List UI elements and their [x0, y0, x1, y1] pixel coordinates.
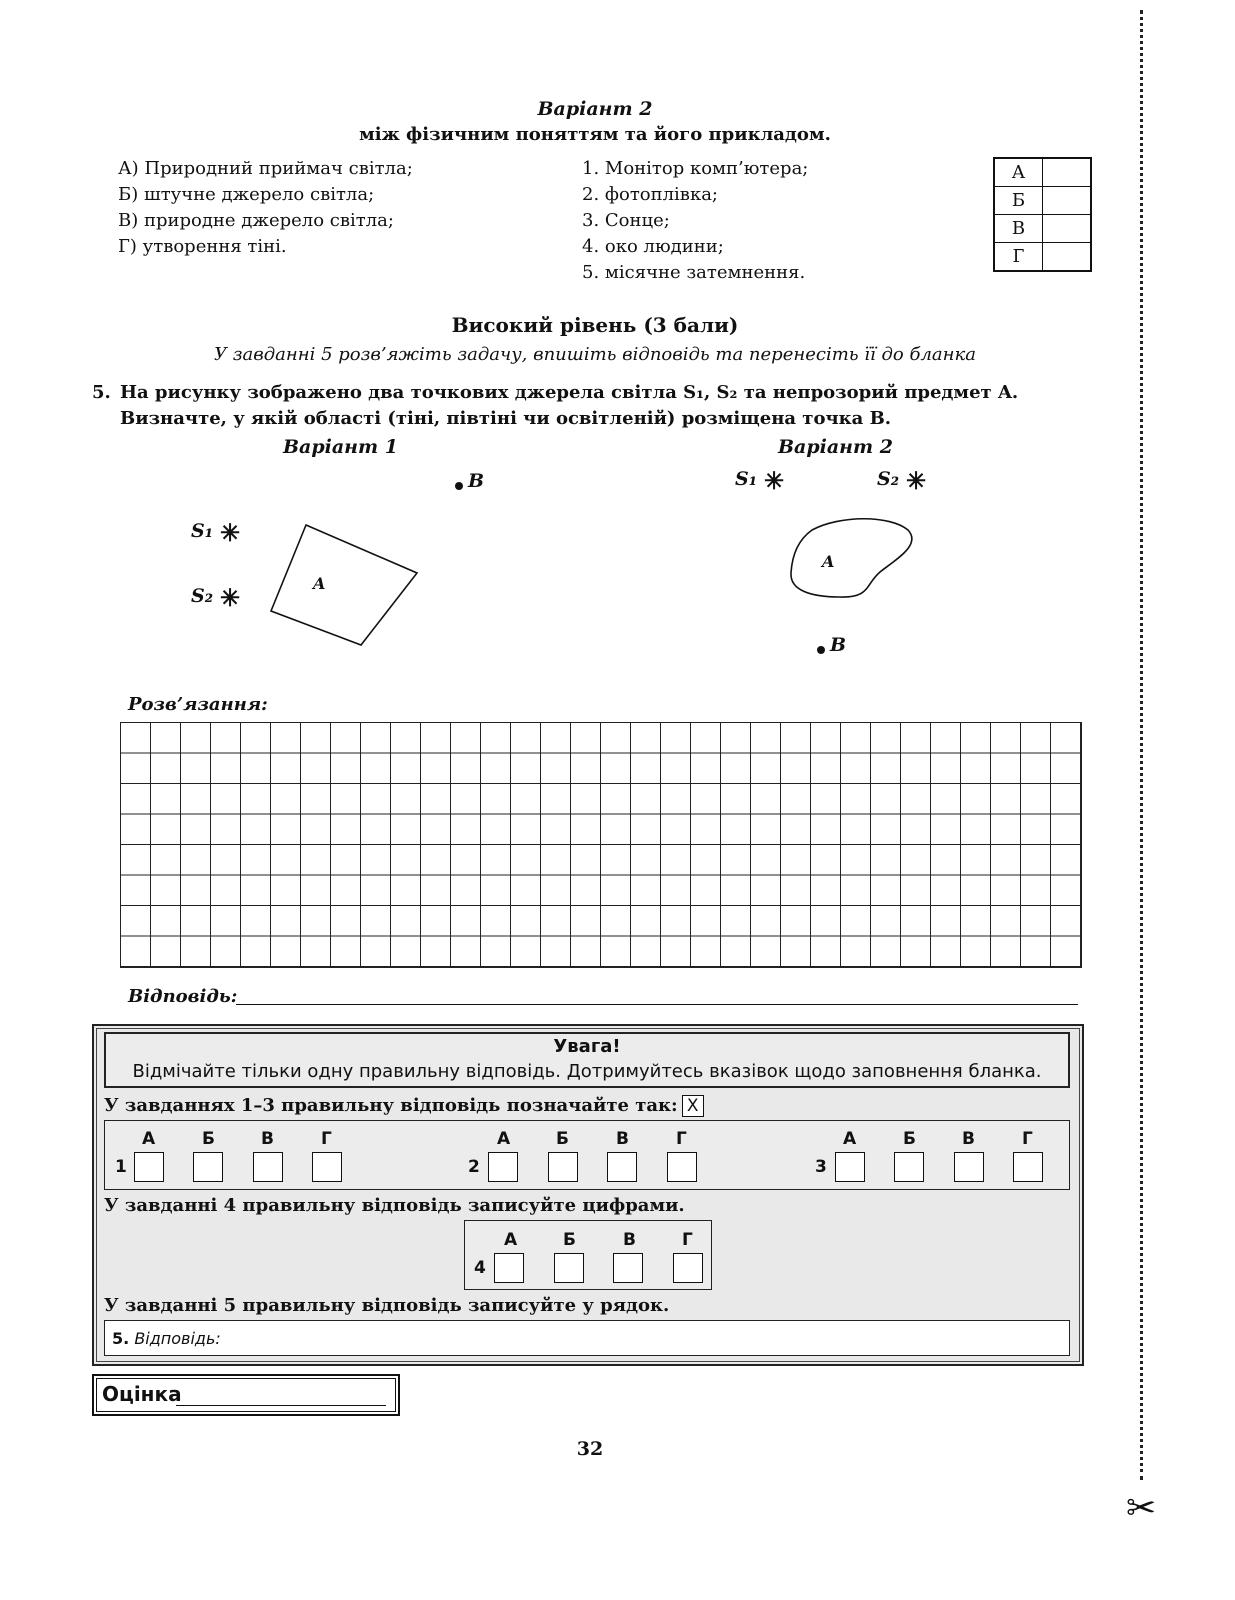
checkbox-q2-v[interactable]: [607, 1152, 637, 1182]
checkbox-q2-a[interactable]: [488, 1152, 518, 1182]
concept-item: В) природне джерело світла;: [118, 210, 394, 231]
cut-line: [1140, 10, 1143, 1480]
letter-label: В: [962, 1129, 975, 1149]
question-number: 3: [815, 1157, 827, 1177]
example-item: 4. око людини;: [582, 236, 724, 257]
letter-label: В: [261, 1129, 274, 1149]
table-letter: Б: [994, 187, 1043, 215]
concept-item: А) Природний приймач світла;: [118, 158, 413, 179]
s2-label-v2: S₂: [877, 468, 900, 490]
page-number: 32: [576, 1438, 604, 1460]
instruction-4: У завданні 4 правильну відповідь записуйте цифрами.: [104, 1195, 685, 1216]
letter-label: Б: [563, 1230, 576, 1250]
letter-label: Б: [556, 1129, 569, 1149]
letter-label: В: [616, 1129, 629, 1149]
example-item: 5. місячне затемнення.: [582, 262, 806, 283]
digit-box-q4-a[interactable]: [494, 1253, 524, 1283]
light-source-icon: ✳: [906, 466, 927, 495]
figure-variant1-title: Варіант 1: [283, 436, 398, 458]
answers-1-3-box: [104, 1120, 1070, 1190]
letter-label: Г: [1022, 1129, 1033, 1149]
s2-label-v1: S₂: [191, 585, 214, 607]
attention-text: Відмічайте тільки одну правильну відповідь. Дотримуйтесь вказівок щодо заповнення бланка.: [132, 1061, 1042, 1082]
object-a-label-v2: A: [822, 552, 835, 571]
variant2-subtitle: між фізичним поняттям та його прикладом.: [359, 124, 831, 145]
light-source-icon: ✳: [764, 466, 785, 495]
letter-label: А: [142, 1129, 156, 1149]
checkbox-q3-v[interactable]: [954, 1152, 984, 1182]
digit-box-q4-v[interactable]: [613, 1253, 643, 1283]
object-a-v1: [271, 525, 417, 645]
point-b-v2: [817, 646, 825, 654]
checkbox-q3-a[interactable]: [835, 1152, 865, 1182]
point-b-v1: [455, 482, 463, 490]
table-letter: Г: [994, 243, 1043, 272]
point-b-label-v1: B: [468, 470, 485, 492]
example-item: 3. Сонце;: [582, 210, 670, 231]
object-a-v2: [791, 519, 912, 597]
figure-variant2-title: Варіант 2: [778, 436, 893, 458]
solution-grid[interactable]: [120, 722, 1082, 968]
concept-item: Б) штучне джерело світла;: [118, 184, 375, 205]
scissors-icon: ✂: [1126, 1488, 1157, 1529]
letter-label: А: [504, 1230, 518, 1250]
attention-title: Увага!: [553, 1036, 621, 1057]
answer-5-field[interactable]: [104, 1320, 1070, 1356]
score-label: Оцінка: [102, 1382, 182, 1406]
checkbox-q1-g[interactable]: [312, 1152, 342, 1182]
answer-5-label: [112, 1329, 221, 1348]
checkbox-q2-g[interactable]: [667, 1152, 697, 1182]
letter-label: Б: [903, 1129, 916, 1149]
score-line[interactable]: [176, 1405, 386, 1406]
letter-label: Б: [202, 1129, 215, 1149]
task-text: На рисунку зображено два точкових джерела світла S₁, S₂ та непрозорий предмет A. Визначте, у якій області (тіні, півтіні чи освітленій) розміщена точка B.: [120, 382, 1019, 429]
light-source-icon: ✳: [220, 583, 241, 612]
letter-label: Г: [321, 1129, 332, 1149]
letter-label: А: [843, 1129, 857, 1149]
example-item: 1. Монітор комп’ютера;: [582, 158, 809, 179]
point-b-label-v2: B: [830, 634, 847, 656]
question-number: 1: [115, 1157, 127, 1177]
figures-drawing: [0, 0, 1235, 700]
checkbox-q1-b[interactable]: [193, 1152, 223, 1182]
section-instruction: У завданні 5 розв’яжіть задачу, впишіть відповідь та перенесіть її до бланка: [213, 344, 977, 365]
x-mark-example: X: [682, 1095, 704, 1117]
concept-item: Г) утворення тіні.: [118, 236, 287, 257]
question-number: 2: [468, 1157, 480, 1177]
object-a-label-v1: A: [313, 574, 326, 593]
section-title: Високий рівень (3 бали): [451, 313, 739, 337]
letter-label: В: [623, 1230, 636, 1250]
instruction-1-3-text: У завданнях 1–3 правильну відповідь позначайте так:: [104, 1095, 678, 1116]
answer-line[interactable]: [236, 1004, 1078, 1005]
digit-box-q4-g[interactable]: [673, 1253, 703, 1283]
s1-label-v2: S₁: [735, 468, 758, 490]
light-source-icon: ✳: [220, 518, 241, 547]
checkbox-q1-a[interactable]: [134, 1152, 164, 1182]
task-number: 5.: [92, 382, 111, 403]
checkbox-q1-v[interactable]: [253, 1152, 283, 1182]
s1-label-v1: S₁: [191, 520, 214, 542]
checkbox-q3-b[interactable]: [894, 1152, 924, 1182]
checkbox-q3-g[interactable]: [1013, 1152, 1043, 1182]
letter-label: А: [497, 1129, 511, 1149]
answer-5-label-text: Відповідь:: [134, 1329, 221, 1348]
answer-label: Відповідь:: [128, 986, 238, 1007]
checkbox-q2-b[interactable]: [548, 1152, 578, 1182]
answer-5-number: 5.: [112, 1329, 130, 1348]
instruction-1-3: [104, 1095, 704, 1117]
question-number: 4: [474, 1258, 486, 1278]
digit-box-q4-b[interactable]: [554, 1253, 584, 1283]
letter-label: Г: [676, 1129, 687, 1149]
table-letter: А: [994, 158, 1043, 187]
letter-label: Г: [682, 1230, 693, 1250]
solution-label: Розв’язання:: [128, 694, 268, 715]
instruction-5: У завданні 5 правильну відповідь записуйте у рядок.: [104, 1295, 670, 1316]
example-item: 2. фотоплівка;: [582, 184, 718, 205]
table-letter: В: [994, 215, 1043, 243]
variant2-title: Варіант 2: [537, 98, 653, 120]
